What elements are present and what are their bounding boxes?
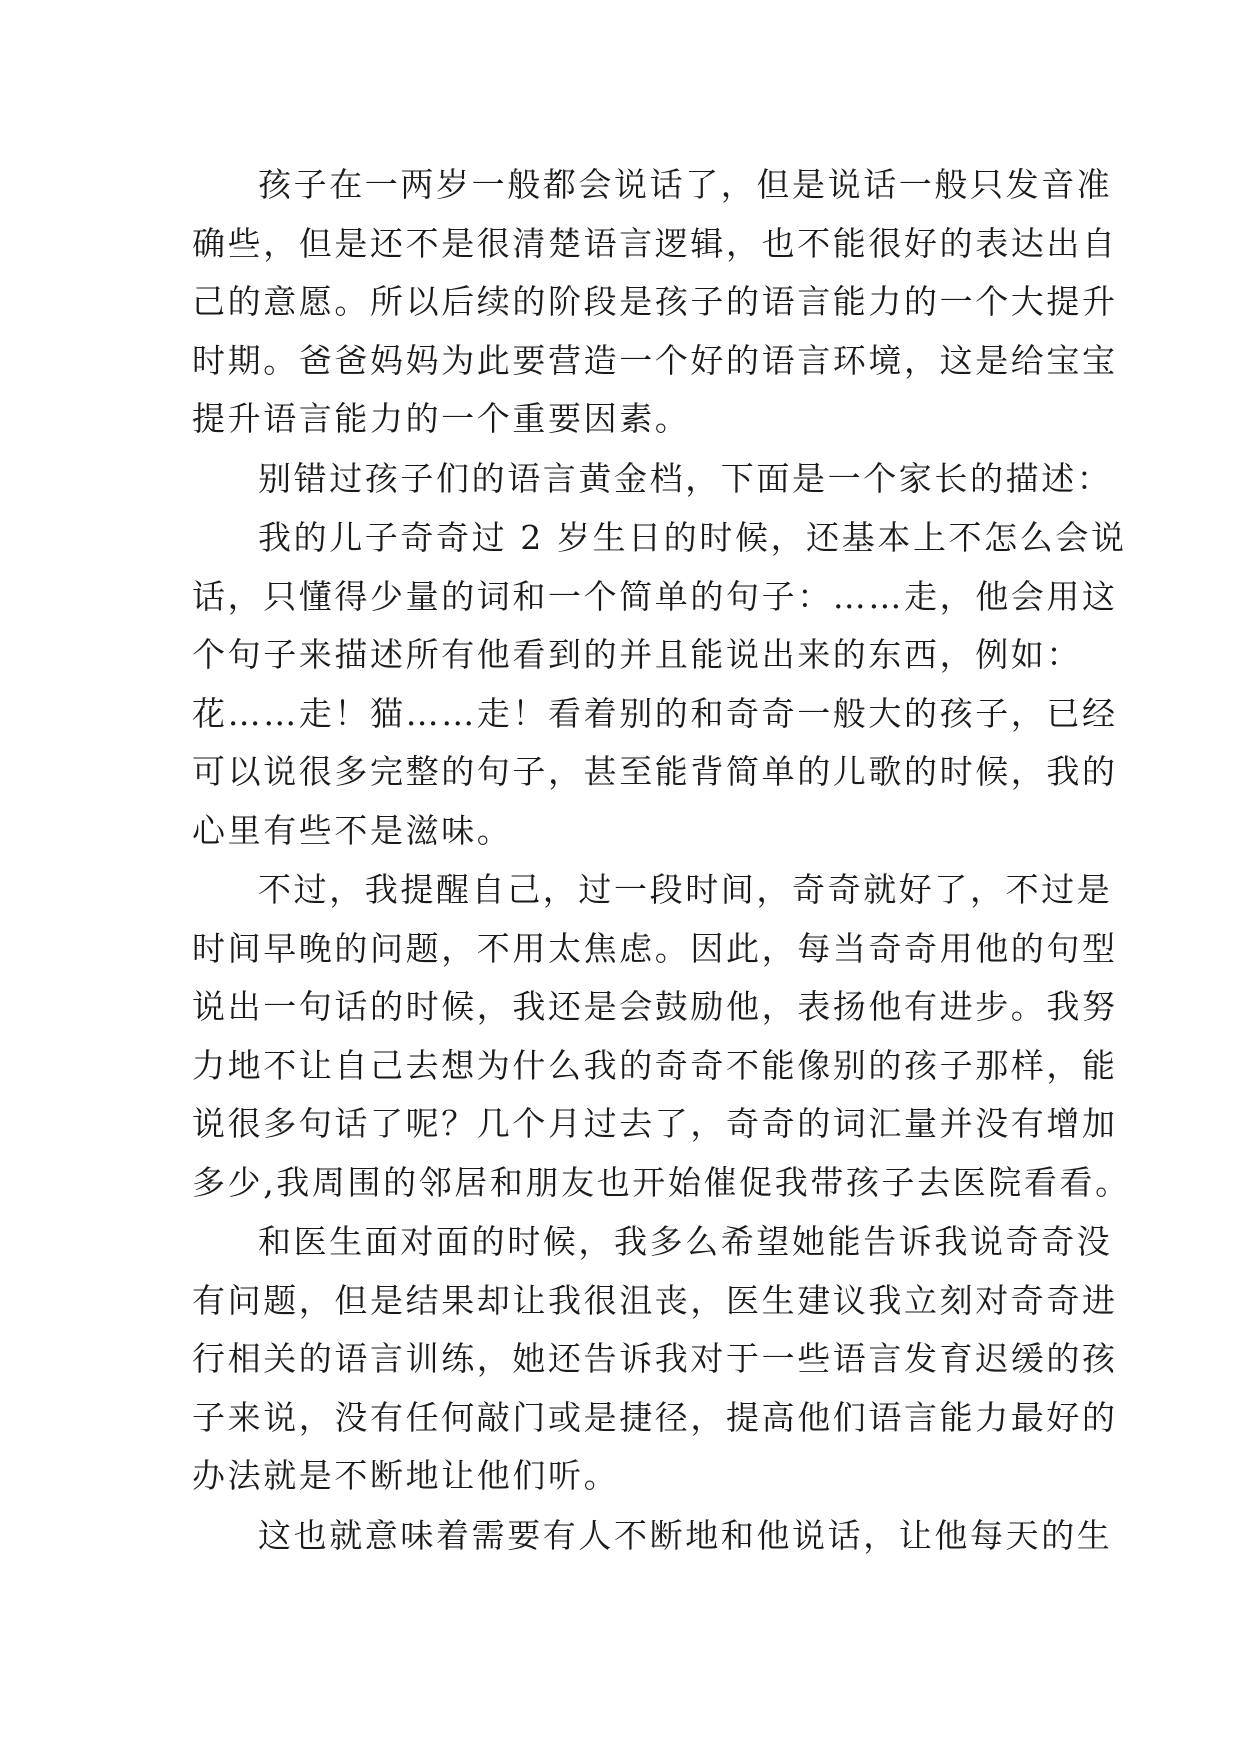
text-line: 我的儿子奇奇过 2 岁生日的时候，还基本上不怎么会说 bbox=[258, 518, 1127, 557]
text-line: 己的意愿。所以后续的阶段是孩子的语言能力的一个大提升 bbox=[192, 282, 1118, 321]
text-line: 话，只懂得少量的词和一个简单的句子：……走，他会用这 bbox=[192, 576, 1118, 616]
text-line: 孩子在一两岁一般都会说话了，但是说话一般只发音准 bbox=[258, 165, 1113, 204]
text-line: 确些，但是还不是很清楚语言逻辑，也不能很好的表达出自 bbox=[192, 223, 1118, 263]
text-line: 和医生面对面的时候，我多么希望她能告诉我说奇奇没 bbox=[258, 1222, 1113, 1261]
text-line: 花……走！猫……走！看着别的和奇奇一般大的孩子，已经 bbox=[192, 693, 1118, 733]
text-line: 可以说很多完整的句子，甚至能背简单的儿歌的时候，我的 bbox=[192, 752, 1118, 791]
paragraph-3 bbox=[192, 509, 1127, 860]
text-line: 说出一句话的时候，我还是会鼓励他，表扬他有进步。我努 bbox=[192, 987, 1118, 1026]
text-line: 心里有些不是滋味。 bbox=[192, 810, 513, 850]
text-line: 这也就意味着需要有人不断地和他说话，让他每天的生 bbox=[258, 1515, 1113, 1555]
text-line: 办法就是不断地让他们听。 bbox=[192, 1456, 620, 1495]
text-line: 提升语言能力的一个重要因素。 bbox=[192, 399, 691, 438]
paragraph-1 bbox=[192, 156, 1118, 449]
document-body bbox=[192, 156, 1131, 1565]
text-line: 力地不让自己去想为什么我的奇奇不能像别的孩子那样，能 bbox=[192, 1045, 1118, 1085]
text-line: 不过，我提醒自己，过一段时间，奇奇就好了，不过是 bbox=[258, 870, 1113, 909]
paragraph-6 bbox=[192, 1507, 1113, 1566]
text-line: 多少,我周围的邻居和朋友也开始催促我带孩子去医院看看。 bbox=[192, 1162, 1131, 1202]
text-line: 有问题，但是结果却让我很沮丧，医生建议我立刻对奇奇进 bbox=[192, 1280, 1118, 1320]
paragraph-2 bbox=[192, 450, 1113, 509]
paragraph-4 bbox=[192, 861, 1131, 1212]
text-line: 说很多句话了呢？几个月过去了，奇奇的词汇量并没有增加 bbox=[192, 1104, 1118, 1143]
text-line: 别错过孩子们的语言黄金档，下面是一个家长的描述： bbox=[258, 458, 1113, 498]
text-line: 时期。爸爸妈妈为此要营造一个好的语言环境，这是给宝宝 bbox=[192, 340, 1118, 380]
text-line: 时间早晚的问题，不用太焦虑。因此，每当奇奇用他的句型 bbox=[192, 928, 1118, 968]
text-line: 行相关的语言训练，她还告诉我对于一些语言发育迟缓的孩 bbox=[192, 1339, 1118, 1378]
paragraph-5 bbox=[192, 1213, 1118, 1506]
text-line: 个句子来描述所有他看到的并且能说出来的东西，例如： bbox=[192, 635, 1082, 674]
text-line: 子来说，没有任何敲门或是捷径，提高他们语言能力最好的 bbox=[192, 1397, 1118, 1437]
